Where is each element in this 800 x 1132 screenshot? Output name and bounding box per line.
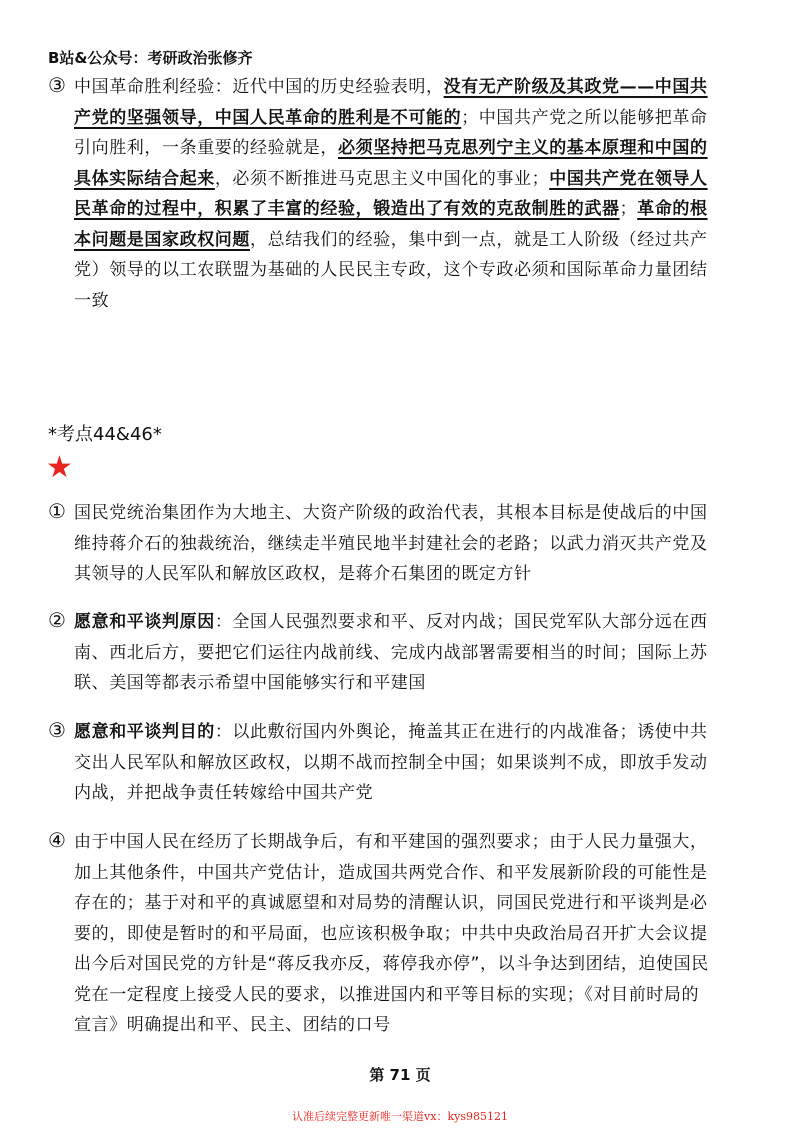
line (48, 858, 758, 889)
line: 要的，即使是暂时的和平局面，也应该积极争取；中共中央政治局召开扩大会议提 (74, 923, 708, 944)
line (48, 194, 758, 225)
emphasis: 革命的根 (637, 199, 708, 219)
line: 南、西北后方，要把它们运往内战前线、完成内战部署需要相当的时间；国际上苏 (74, 642, 708, 663)
text: ，以斗争达到团结，迫使国民 (480, 954, 709, 974)
text: 引向胜利，一条重要的经验就是， (74, 138, 338, 158)
text: ； (619, 199, 638, 219)
emphasis: 具体实际结合起来 (74, 168, 215, 189)
text: ：以此敷衍国内外舆论，掩盖其正在进行的内战准备；诱使中共 (214, 722, 708, 742)
line: 一致 (74, 290, 110, 311)
line (48, 496, 758, 529)
paragraph-kmt-goal (48, 496, 758, 590)
item-number: ③ (48, 73, 67, 97)
text: 党在一定程度上接受人民的要求，以推进国内和平等目标的实现； (74, 984, 585, 1005)
line: 宣言》明确提出和平、民主、团结的口号 (74, 1015, 391, 1035)
header-title: B站&公众号：考研政治张修齐 (48, 49, 253, 67)
footer-notice: 认准后续完整更新唯一渠道vx：kys985121 (292, 1110, 508, 1123)
item-number: ① (48, 499, 67, 523)
line (48, 164, 758, 195)
item-number: ③ (48, 718, 67, 742)
emphasis: 本问题是国家政权问题 (74, 229, 250, 250)
emphasis: 中国共产党在领导人 (549, 168, 708, 189)
line (48, 133, 758, 164)
text: 由于中国人民在经历了长期战争后，有和平建国的强烈要求；由于人民力量强大， (74, 832, 708, 852)
page-number: 第 71 页 (369, 1066, 431, 1084)
line (48, 715, 758, 748)
line (48, 825, 758, 858)
line (48, 605, 758, 638)
line: 维持蒋介石的独裁统治，继续走半殖民地半封建社会的老路；以武力消灭共产党及 (74, 533, 708, 554)
star-icon: ★ (46, 450, 73, 485)
text: 同国民党进行和平谈判是必 (496, 893, 708, 913)
line: 党）领导的以工农联盟为基础的人民民主专政，这个专政必须和国际革命力量团结 (74, 260, 708, 280)
paragraph-negotiation-purpose (48, 715, 758, 809)
line (48, 103, 758, 134)
item-number: ② (48, 608, 67, 632)
paragraph-label: 愿意和平谈判原因 (74, 612, 215, 632)
text: ，必须不断推进马克思主义中国化的事业； (214, 168, 550, 189)
text: 国民党统治集团作为大地主、大资产阶级的政治代表，其根本目标是使战后的中国 (74, 503, 708, 523)
text: 基于对和平的真诚愿望和对局势的清醒认识， (144, 893, 497, 913)
emphasis: 必须坚持把马克思列宁主义的基本原理和中国的 (338, 138, 708, 158)
line (48, 888, 758, 919)
emphasis: 没有无产阶级及其政党——中国共 (443, 77, 708, 97)
text: ：全国人民强烈要求和平、反对内战；国民党军队大部分远在西 (214, 612, 708, 632)
line: 联、美国等都表示希望中国能够实行和平建国 (74, 673, 426, 693)
text: 中国革命胜利经验：近代中国的历史经验表明， (74, 77, 444, 97)
line (48, 70, 758, 103)
text: 加上其他条件， (74, 862, 198, 883)
paragraph-label: 愿意和平谈判目的 (74, 722, 215, 742)
section-revolution-experience (48, 70, 758, 316)
text: 存在的； (74, 893, 145, 913)
line: 内战，并把战争责任转嫁给中国共产党 (74, 783, 374, 803)
text: 出今后对国民党的方针是 (74, 954, 268, 974)
line (48, 949, 758, 980)
line: 其领导的人民军队和解放区政权，是蒋介石集团的既定方针 (74, 564, 532, 584)
text: 《对目前时局的 (584, 984, 700, 1005)
text: 中国共产党估计，造成国共两党合作、和平发展新阶段的可能性是 (197, 862, 708, 883)
paragraph-ccp-assessment (48, 825, 758, 1041)
emphasis: 民革命的过程中，积累了丰富的经验，锻造出了有效的克敌制胜的武器 (74, 199, 620, 219)
text: ；中国共产党之所以能够把革命 (461, 107, 708, 128)
text: ，总结我们的经验，集中到一点，就是工人阶级（经过共产 (250, 229, 708, 250)
emphasis: 产党的坚强领导，中国人民革命的胜利是不可能的 (74, 107, 462, 128)
line (48, 225, 758, 256)
line: 交出人民军队和解放区政权，以期不战而控制全中国；如果谈判不成，即放手发动 (74, 752, 708, 773)
paragraph-negotiation-reasons (48, 605, 758, 699)
quote: “蒋反我亦反，蒋停我亦停” (267, 954, 481, 974)
item-number: ④ (48, 828, 67, 852)
line (48, 980, 758, 1011)
exam-point-label: *考点44&46* (48, 424, 162, 445)
